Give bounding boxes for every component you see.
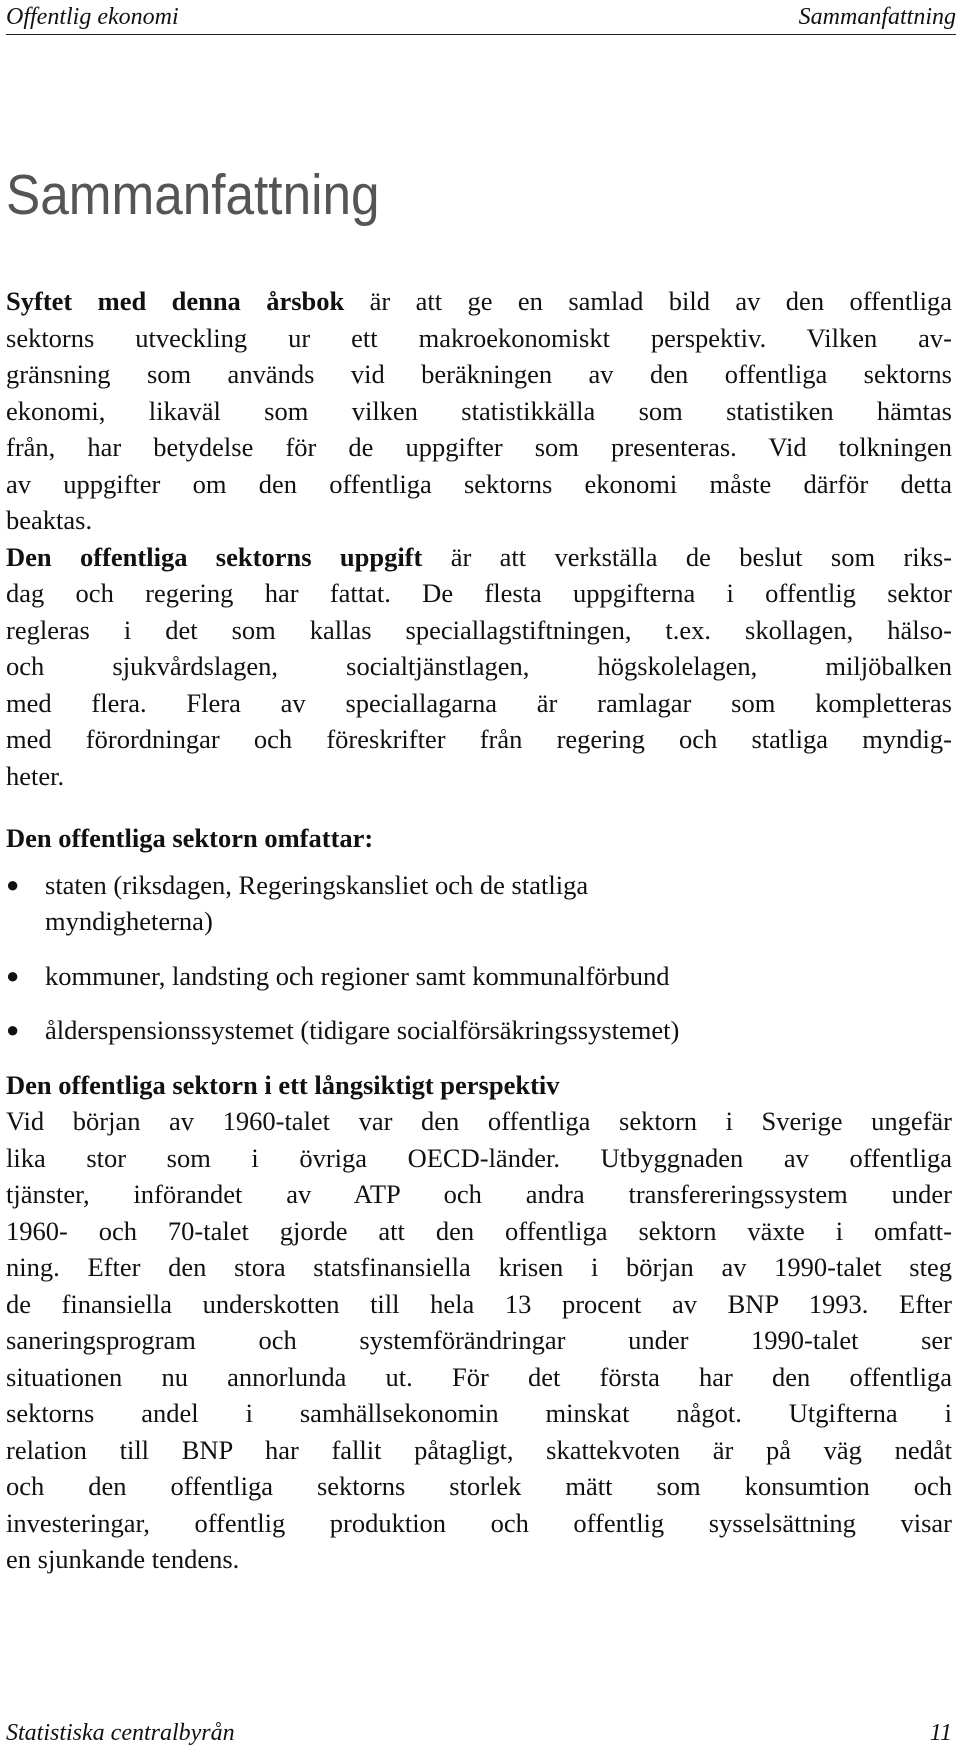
footer-left: Statistiska centralbyrån — [6, 1720, 235, 1746]
text-line: ning. Efter den stora statsfinansiella krisen i början av 1990-talet steg — [6, 1252, 952, 1282]
list-item — [6, 1012, 952, 1049]
page-content — [6, 283, 952, 1578]
bullet-icon: ● — [6, 962, 20, 988]
scope-heading: Den offentliga sektorn omfattar: — [6, 823, 374, 853]
running-footer — [6, 1718, 952, 1748]
text-line: ålderspensionssystemet (tidigare socialförsäkringssystemet) — [45, 1015, 680, 1045]
task-lead: Den offentliga sektorns uppgift — [6, 541, 423, 572]
running-header — [6, 2, 956, 35]
sector-list — [6, 867, 952, 1049]
page-title: Sammanfattning — [6, 163, 380, 227]
text-line: Vid början av 1960-talet var den offentliga sektorn i Sverige ungefär — [6, 1106, 952, 1136]
text-line: och den offentliga sektorns storlek mätt som konsumtion och — [6, 1471, 952, 1501]
text-line: dag och regering har fattat. De flesta uppgifterna i offentlig sektor — [6, 578, 952, 608]
intro-lead: Syftet med denna årsbok — [6, 286, 345, 316]
text-line: staten (riksdagen, Regeringskansliet och de statliga — [45, 869, 589, 900]
text-line: situationen nu annorlunda ut. För det första har den offentliga — [6, 1361, 952, 1392]
bullet-icon: ● — [6, 871, 20, 897]
page-number: 11 — [929, 1720, 952, 1746]
text-line: relation till BNP har fallit påtagligt, skattekvoten är på väg nedåt — [6, 1434, 952, 1465]
header-left: Offentlig ekonomi — [6, 4, 179, 30]
text-line: 1960- och 70-talet gjorde att den offentliga sektorn växte i omfatt- — [6, 1215, 952, 1246]
header-right: Sammanfattning — [798, 4, 956, 30]
text-line: sektorns andel i samhällsekonomin minskat något. Utgifterna i — [6, 1398, 952, 1428]
intro-paragraph — [6, 283, 952, 539]
text-line: och sjukvårdslagen, socialtjänstlagen, högskolelagen, miljöbalken — [6, 651, 952, 681]
text-line: med förordningar och föreskrifter från regering och statliga myndig- — [6, 724, 952, 754]
bullet-icon: ● — [6, 1017, 20, 1042]
text-line: tjänster, införandet av ATP och andra transfereringssystem under — [6, 1179, 952, 1209]
text-line: av uppgifter om den offentliga sektorns ekonomi måste därför detta — [6, 468, 952, 499]
text-line: saneringsprogram och systemförändringar under 1990-talet ser — [6, 1325, 952, 1355]
text-line: regleras i det som kallas speciallagstiftningen, t.ex. skollagen, hälso- — [6, 614, 952, 645]
text-line: en sjunkande tendens. — [6, 1544, 240, 1574]
text-line: gränsning som används vid beräkningen av den offentliga sektorns — [6, 359, 952, 389]
text-line: Syftet med denna årsbok är att ge en samlad bild av den offentliga — [6, 286, 952, 316]
longterm-heading: Den offentliga sektorn i ett långsiktigt perspektiv — [6, 1069, 560, 1100]
text-line: Den offentliga sektorns uppgift är att verkställa de beslut som riks- — [6, 541, 952, 572]
text-line: investeringar, offentlig produktion och offentlig sysselsättning visar — [6, 1507, 952, 1538]
text-line: lika stor som i övriga OECD-länder. Utbyggnaden av offentliga — [6, 1142, 952, 1173]
list-item — [6, 958, 952, 995]
text-line: från, har betydelse för de uppgifter som presenteras. Vid tolkningen — [6, 432, 952, 462]
text-line: kommuner, landsting och regioner samt kommunalförbund — [45, 960, 670, 991]
text-line: sektorns utveckling ur ett makroekonomiskt perspektiv. Vilken av- — [6, 322, 952, 353]
text-line: beaktas. — [6, 505, 93, 535]
text-line: med flera. Flera av speciallagarna är ramlagar som kompletteras — [6, 687, 952, 718]
text-line: heter. — [6, 760, 65, 791]
text-line: ekonomi, likaväl som vilken statistikkälla som statistiken hämtas — [6, 395, 952, 426]
text-line: de finansiella underskotten till hela 13 procent av BNP 1993. Efter — [6, 1288, 952, 1319]
list-item — [6, 867, 952, 940]
longterm-paragraph — [6, 1103, 952, 1578]
task-paragraph — [6, 539, 952, 795]
text-line: myndigheterna) — [45, 906, 213, 936]
